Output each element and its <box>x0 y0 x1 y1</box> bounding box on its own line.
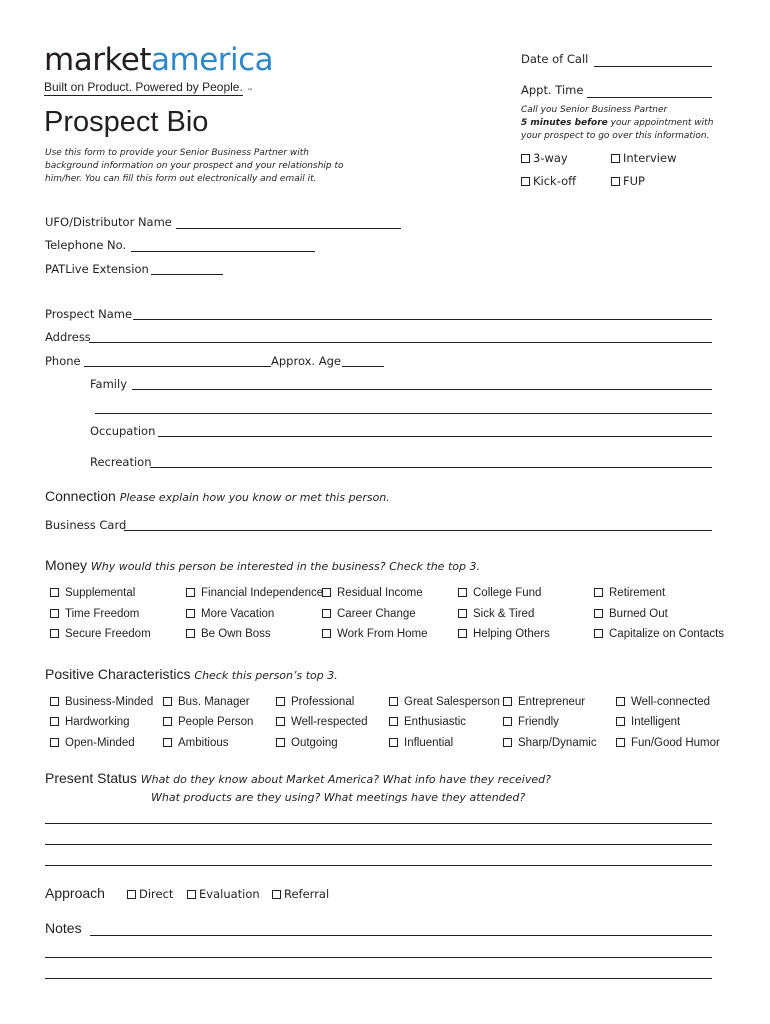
checkbox-icon[interactable] <box>276 738 285 747</box>
characteristic-option[interactable] <box>503 716 559 728</box>
money-option[interactable] <box>186 608 274 620</box>
characteristics-section-heading <box>45 666 338 682</box>
checkbox-icon[interactable] <box>503 738 512 747</box>
checkbox-icon[interactable] <box>163 717 172 726</box>
checkbox-icon[interactable] <box>594 629 603 638</box>
date-of-call-field[interactable] <box>594 66 712 67</box>
present-status-hint-2-row <box>151 788 525 804</box>
appt-time-field[interactable] <box>587 97 712 98</box>
option-label: Financial Independence <box>201 587 324 599</box>
logo-market: market <box>44 42 152 78</box>
present-status-hint-1: What do they know about Market America? What info have they received? <box>140 773 551 786</box>
characteristics-hint: Check this person’s top 3. <box>194 669 338 682</box>
option-label: Influential <box>404 737 454 749</box>
money-option[interactable] <box>594 628 724 640</box>
call-note-bold: 5 minutes before <box>521 118 608 128</box>
option-label: Evaluation <box>199 887 260 901</box>
call-note-line-3: your prospect to go over this information. <box>521 131 710 141</box>
checkbox-icon[interactable] <box>163 738 172 747</box>
checkbox-icon[interactable] <box>389 697 398 706</box>
family-label: Family <box>90 377 128 391</box>
approach-direct[interactable] <box>127 887 173 901</box>
characteristic-option[interactable] <box>616 737 720 749</box>
option-label: People Person <box>178 716 254 728</box>
money-option[interactable] <box>186 587 323 599</box>
money-option[interactable] <box>458 608 534 620</box>
characteristic-option[interactable] <box>50 716 130 728</box>
characteristic-option[interactable] <box>616 696 710 708</box>
option-label: Fun/Good Humor <box>631 737 720 749</box>
checkbox-icon[interactable] <box>616 717 625 726</box>
present-status-line-3[interactable] <box>45 865 712 866</box>
ufo-distributor-label: UFO/Distributor Name <box>45 215 172 229</box>
connection-heading: Connection <box>45 488 116 504</box>
telephone-label: Telephone No. <box>45 238 127 252</box>
money-heading: Money <box>45 557 88 573</box>
approx-age-label: Approx. Age <box>271 354 341 368</box>
logo-tagline: Built on Product. Powered by People. <box>44 80 243 94</box>
occupation-field[interactable] <box>158 436 712 437</box>
notes-line-1[interactable] <box>90 935 712 936</box>
option-label: Referral <box>284 887 330 901</box>
present-status-line-2[interactable] <box>45 844 712 845</box>
connection-hint: Please explain how you know or met this person. <box>119 491 390 504</box>
date-of-call-label: Date of Call <box>521 52 589 66</box>
option-label: Direct <box>139 887 174 901</box>
checkbox-icon[interactable] <box>322 629 331 638</box>
checkbox-label: FUP <box>623 174 645 188</box>
money-option[interactable] <box>594 608 668 620</box>
checkbox-icon[interactable] <box>594 609 603 618</box>
form-instructions: Use this form to provide your Senior Business Partner with background information on your prospect and your relationship to him/her. You can fill this form out electronically and email it. <box>45 148 344 184</box>
checkbox-3-way[interactable] <box>521 151 568 165</box>
business-card-field[interactable] <box>124 530 712 531</box>
checkbox-icon[interactable] <box>322 588 331 597</box>
approach-evaluation[interactable] <box>187 887 260 901</box>
characteristic-option[interactable] <box>389 716 466 728</box>
option-label: Retirement <box>609 587 666 599</box>
characteristic-option[interactable] <box>50 737 135 749</box>
money-option[interactable] <box>322 587 423 599</box>
checkbox-icon[interactable] <box>187 890 196 899</box>
money-option[interactable] <box>594 587 665 599</box>
present-status-section-heading <box>45 770 551 786</box>
characteristic-option[interactable] <box>389 737 453 749</box>
notes-line-2[interactable] <box>45 957 712 958</box>
checkbox-icon[interactable] <box>616 697 625 706</box>
checkbox-icon[interactable] <box>503 717 512 726</box>
option-label: Career Change <box>337 608 416 620</box>
phone-field[interactable] <box>84 366 271 367</box>
checkbox-icon[interactable] <box>50 738 59 747</box>
checkbox-icon[interactable] <box>389 717 398 726</box>
family-field[interactable] <box>132 389 712 390</box>
prospect-name-label: Prospect Name <box>45 307 133 321</box>
patlive-extension-label: PATLive Extension <box>45 262 149 276</box>
checkbox-icon[interactable] <box>50 588 59 597</box>
money-option[interactable] <box>50 628 151 640</box>
occupation-label: Occupation <box>90 424 156 438</box>
checkbox-kick-off[interactable] <box>521 174 576 188</box>
checkbox-icon[interactable] <box>50 697 59 706</box>
business-card-label: Business Card <box>45 518 127 532</box>
recreation-label: Recreation <box>90 455 152 469</box>
money-option[interactable] <box>322 628 428 640</box>
option-label: Time Freedom <box>65 608 140 620</box>
option-label: Burned Out <box>609 608 668 620</box>
checkbox-icon[interactable] <box>186 588 195 597</box>
option-label: Business-Minded <box>65 696 154 708</box>
checkbox-icon[interactable] <box>389 738 398 747</box>
option-label: Well-respected <box>291 716 368 728</box>
checkbox-icon[interactable] <box>186 629 195 638</box>
notes-line-3[interactable] <box>45 978 712 979</box>
option-label: Open-Minded <box>65 737 135 749</box>
notes-heading: Notes <box>45 920 82 936</box>
checkbox-icon[interactable] <box>272 890 281 899</box>
checkbox-label: Interview <box>623 151 677 165</box>
characteristic-option[interactable] <box>163 737 229 749</box>
option-label: Ambitious <box>178 737 229 749</box>
present-status-hint-2: What products are they using? What meetings have they attended? <box>151 791 526 804</box>
option-label: Outgoing <box>291 737 338 749</box>
option-label: Intelligent <box>631 716 681 728</box>
checkbox-fup[interactable] <box>611 174 645 188</box>
checkbox-icon[interactable] <box>50 609 59 618</box>
checkbox-label: 3-way <box>533 151 568 165</box>
money-option[interactable] <box>50 587 135 599</box>
characteristic-option[interactable] <box>276 716 368 728</box>
checkbox-icon[interactable] <box>50 629 59 638</box>
characteristic-option[interactable] <box>50 696 153 708</box>
option-label: Professional <box>291 696 355 708</box>
checkbox-icon[interactable] <box>276 697 285 706</box>
option-label: Sick & Tired <box>473 608 535 620</box>
logo-america: america <box>151 42 274 78</box>
characteristic-option[interactable] <box>616 716 680 728</box>
option-label: Enthusiastic <box>404 716 467 728</box>
page-title: Prospect Bio <box>44 106 209 138</box>
approach-heading: Approach <box>45 885 105 901</box>
checkbox-icon[interactable] <box>594 588 603 597</box>
approx-age-field[interactable] <box>342 366 384 367</box>
call-note-line-2-rest: your appointment with <box>607 118 714 128</box>
characteristic-option[interactable] <box>503 696 585 708</box>
family-field-line-2[interactable] <box>95 413 712 414</box>
option-label: Secure Freedom <box>65 628 151 640</box>
connection-section-heading <box>45 488 390 504</box>
characteristic-option[interactable] <box>163 716 253 728</box>
option-label: Bus. Manager <box>178 696 250 708</box>
checkbox-icon[interactable] <box>458 609 467 618</box>
prospect-name-field[interactable] <box>133 319 712 320</box>
option-label: Residual Income <box>337 587 423 599</box>
market-america-logo <box>44 40 273 80</box>
option-label: College Fund <box>473 587 542 599</box>
checkbox-icon[interactable] <box>521 154 530 163</box>
checkbox-icon[interactable] <box>611 177 620 186</box>
checkbox-icon[interactable] <box>503 697 512 706</box>
approach-referral[interactable] <box>272 887 329 901</box>
characteristic-option[interactable] <box>389 696 500 708</box>
money-option[interactable] <box>458 628 550 640</box>
option-label: Great Salesperson <box>404 696 500 708</box>
ufo-distributor-field[interactable] <box>176 228 401 229</box>
money-option[interactable] <box>50 608 139 620</box>
characteristic-option[interactable] <box>503 737 597 749</box>
checkbox-icon[interactable] <box>521 177 530 186</box>
checkbox-icon[interactable] <box>163 697 172 706</box>
call-note <box>521 104 721 143</box>
option-label: Work From Home <box>337 628 428 640</box>
address-field[interactable] <box>89 342 712 343</box>
checkbox-icon[interactable] <box>50 717 59 726</box>
checkbox-icon[interactable] <box>458 629 467 638</box>
money-option[interactable] <box>458 587 541 599</box>
option-label: Sharp/Dynamic <box>518 737 597 749</box>
option-label: Friendly <box>518 716 559 728</box>
patlive-extension-field[interactable] <box>151 274 223 275</box>
checkbox-label: Kick-off <box>533 174 577 188</box>
option-label: Capitalize on Contacts <box>609 628 725 640</box>
checkbox-icon[interactable] <box>611 154 620 163</box>
characteristics-heading: Positive Characteristics <box>45 666 191 682</box>
checkbox-icon[interactable] <box>186 609 195 618</box>
money-section-heading <box>45 557 480 573</box>
call-note-line-2 <box>521 117 721 130</box>
checkbox-icon[interactable] <box>322 609 331 618</box>
call-note-line-1: Call you Senior Business Partner <box>521 105 668 115</box>
telephone-field[interactable] <box>131 251 315 252</box>
present-status-line-1[interactable] <box>45 823 712 824</box>
money-hint: Why would this person be interested in the business? Check the top 3. <box>90 560 480 573</box>
option-label: Helping Others <box>473 628 550 640</box>
appt-time-label: Appt. Time <box>521 83 584 97</box>
checkbox-interview[interactable] <box>611 151 676 165</box>
option-label: Supplemental <box>65 587 136 599</box>
money-option[interactable] <box>322 608 416 620</box>
option-label: Well-connected <box>631 696 711 708</box>
option-label: Be Own Boss <box>201 628 271 640</box>
checkbox-icon[interactable] <box>458 588 467 597</box>
characteristic-option[interactable] <box>276 737 338 749</box>
money-option[interactable] <box>186 628 271 640</box>
checkbox-icon[interactable] <box>127 890 136 899</box>
option-label: Entrepreneur <box>518 696 586 708</box>
phone-label: Phone <box>45 354 81 368</box>
option-label: More Vacation <box>201 608 275 620</box>
checkbox-icon[interactable] <box>616 738 625 747</box>
recreation-field[interactable] <box>150 467 712 468</box>
address-label: Address <box>45 330 91 344</box>
present-status-heading: Present Status <box>45 770 137 786</box>
trademark-mark: ™ <box>247 88 253 95</box>
checkbox-icon[interactable] <box>276 717 285 726</box>
characteristic-option[interactable] <box>276 696 354 708</box>
characteristic-option[interactable] <box>163 696 250 708</box>
option-label: Hardworking <box>65 716 130 728</box>
